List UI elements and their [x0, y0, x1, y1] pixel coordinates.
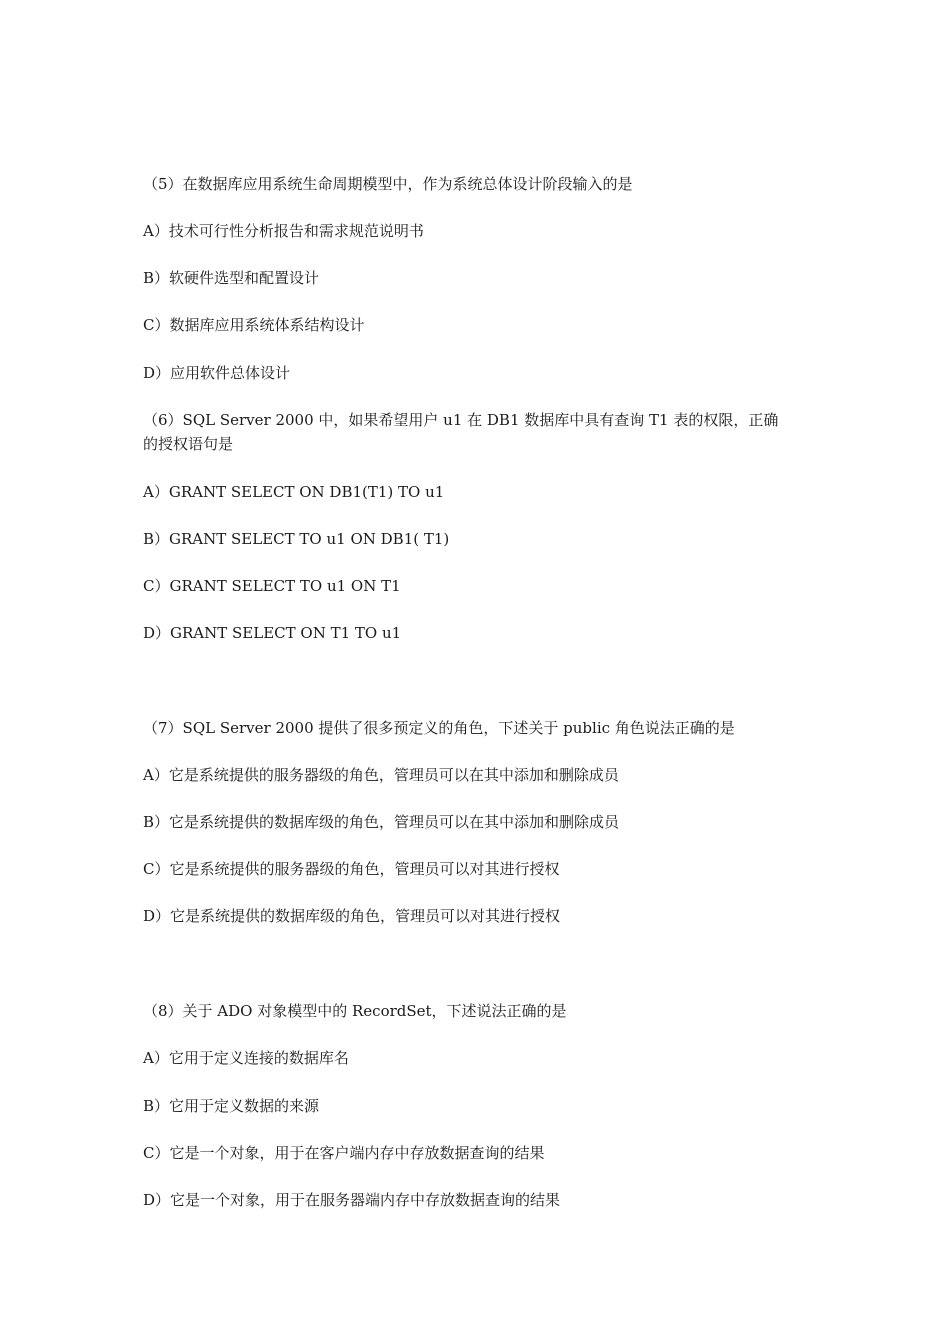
question-6-option-d: D）GRANT SELECT ON T1 TO u1	[143, 624, 402, 642]
question-6-stem: （6）SQL Server 2000 中，如果希望用户 u1 在 DB1 数据库中具有查询 T1 表的权限，正确	[143, 411, 779, 429]
question-7-option-a: A）它是系统提供的服务器级的角色，管理员可以在其中添加和删除成员	[143, 766, 619, 784]
question-6-option-a: A）GRANT SELECT ON DB1(T1) TO u1	[143, 483, 445, 501]
question-8-option-a: A）它用于定义连接的数据库名	[143, 1049, 349, 1067]
question-6-option-b: B）GRANT SELECT TO u1 ON DB1( T1)	[143, 530, 450, 548]
question-7-stem: （7）SQL Server 2000 提供了很多预定义的角色，下述关于 public 角色说法正确的是	[143, 719, 735, 737]
question-8-option-b: B）它用于定义数据的来源	[143, 1097, 320, 1115]
question-6-stem-continued: 的授权语句是	[143, 435, 234, 453]
question-5-option-c: C）数据库应用系统体系结构设计	[143, 316, 365, 334]
question-8-option-d: D）它是一个对象，用于在服务器端内存中存放数据查询的结果	[143, 1191, 561, 1209]
question-5-option-b: B）软硬件选型和配置设计	[143, 269, 320, 287]
question-7-option-d: D）它是系统提供的数据库级的角色，管理员可以对其进行授权	[143, 907, 561, 925]
question-8-stem: （8）关于 ADO 对象模型中的 RecordSet，下述说法正确的是	[143, 1002, 567, 1020]
question-7-option-b: B）它是系统提供的数据库级的角色，管理员可以在其中添加和删除成员	[143, 813, 620, 831]
question-5-option-d: D）应用软件总体设计	[143, 364, 291, 382]
question-5-option-a: A）技术可行性分析报告和需求规范说明书	[143, 222, 424, 240]
question-6-option-c: C）GRANT SELECT TO u1 ON T1	[143, 577, 401, 595]
question-7-option-c: C）它是系统提供的服务器级的角色，管理员可以对其进行授权	[143, 860, 560, 878]
question-5-stem: （5）在数据库应用系统生命周期模型中，作为系统总体设计阶段输入的是	[143, 175, 633, 193]
question-8-option-c: C）它是一个对象，用于在客户端内存中存放数据查询的结果	[143, 1144, 545, 1162]
